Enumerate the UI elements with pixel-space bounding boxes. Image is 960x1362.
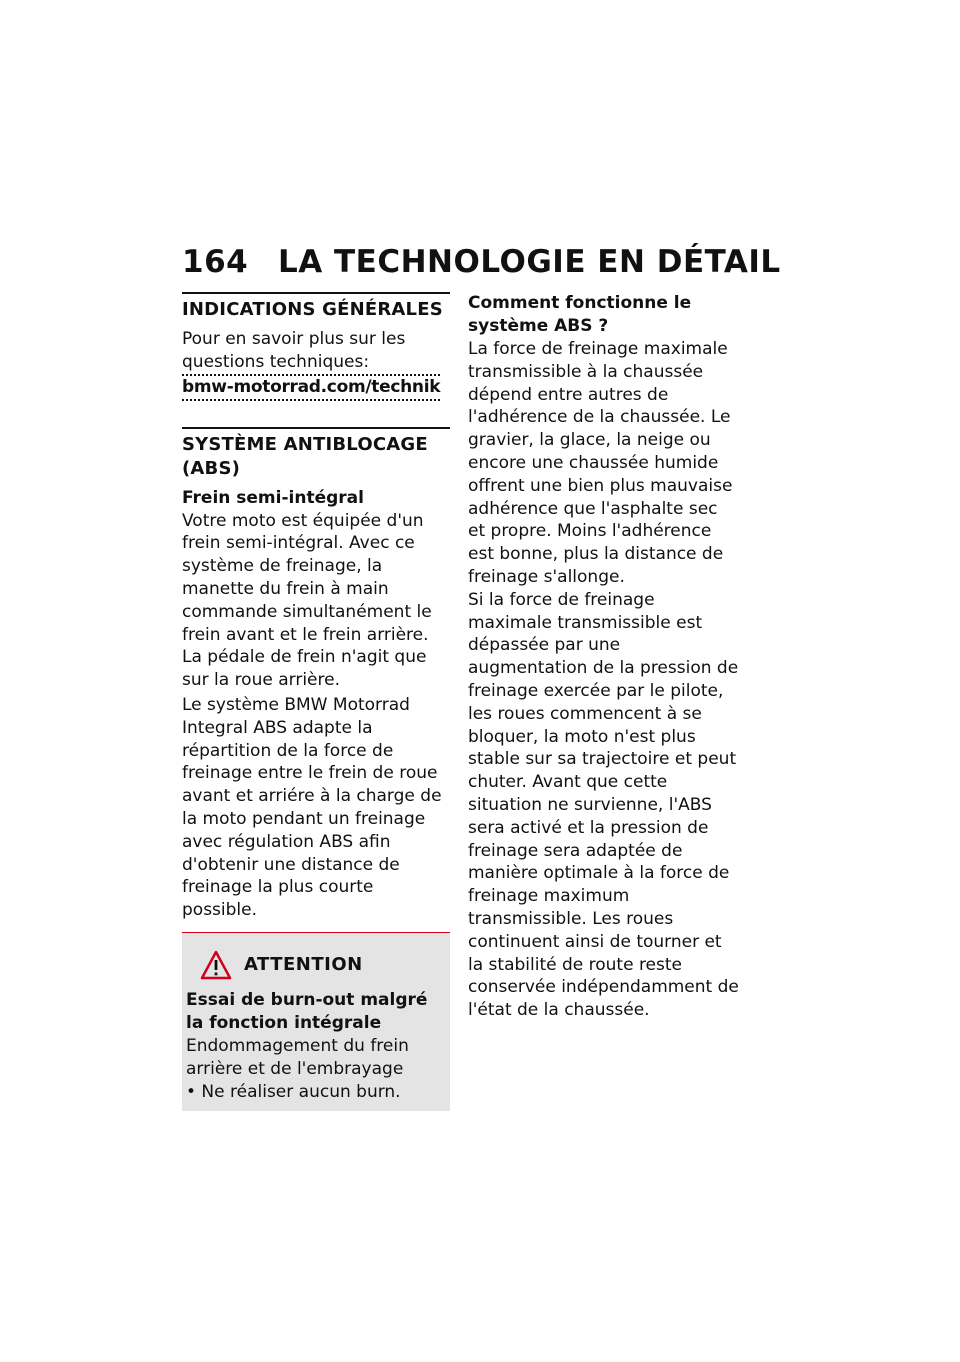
- heading-how-abs-works: Comment fonctionne le système ABS ?: [468, 293, 692, 336]
- attention-header: [186, 945, 446, 985]
- right-paragraph-2: Si la force de freinage maximale transmissible est dépassée par une augmentation de la pression de freinage exercée par le pilote, les roues commencent à se bloquer, la moto n'est plus stable sur sa trajectoire et peut chuter. Avant que cette situation ne survienne, l'ABS sera activé et la pression de freinage sera adaptée de manière optimale à la force de freinage maximum transmissible. Les roues continuent ainsi de tourner et la stabilité de route reste conservée indépendamment de l'état de la chaussée.: [468, 589, 739, 1021]
- attention-title: ATTENTION: [244, 954, 363, 976]
- section-divider: [182, 427, 450, 429]
- general-text: Pour en savoir plus sur les questions techniques:: [182, 329, 406, 372]
- attention-subtitle: Essai de burn-out malgré la fonction intégrale: [186, 989, 428, 1033]
- page-number: 164: [182, 244, 249, 280]
- technik-link[interactable]: bmw-motorrad.com/technik: [182, 374, 440, 401]
- page-header: [182, 242, 781, 282]
- section-heading-abs: SYSTÈME ANTIBLOCAGE (ABS): [182, 433, 428, 479]
- attention-box: [182, 932, 450, 1111]
- attention-action: • Ne réaliser aucun burn.: [186, 1081, 401, 1102]
- right-column: [468, 292, 740, 1022]
- warning-triangle-icon: [200, 950, 232, 980]
- subheading-semi-integral: Frein semi-intégral: [182, 487, 364, 508]
- section-heading-general: INDICATIONS GÉNÉRALES: [182, 299, 443, 320]
- left-column: [182, 292, 450, 1111]
- section-divider: [182, 292, 450, 294]
- abs-paragraph-2: Le système BMW Motorrad Integral ABS adapte la répartition de la force de freinage entre le frein de roue avant et arriére à la charge de la moto pendant un freinage avec régulation ABS afin d'obtenir une distance de freinage la plus courte possible.: [182, 694, 442, 921]
- attention-consequence: Endommagement du frein arrière et de l'embrayage: [186, 1035, 409, 1079]
- right-paragraph-1: La force de freinage maximale transmissible à la chaussée dépend entre autres de l'adhérence de la chaussée. Le gravier, la glace, la neige ou encore une chaussée humide offrent une bien plus mauvaise adhérence que l'asphalte sec et propre. Moins l'adhérence est bonne, plus la distance de freinage s'allonge.: [468, 339, 733, 587]
- chapter-title: LA TECHNOLOGIE EN DÉTAIL: [278, 244, 781, 280]
- abs-paragraph-1: Votre moto est équipée d'un frein semi-intégral. Avec ce système de freinage, la manette du frein à main commande simultanément le frein avant et le frein arrière. La pédale de frein n'agit que sur la roue arrière.: [182, 510, 432, 691]
